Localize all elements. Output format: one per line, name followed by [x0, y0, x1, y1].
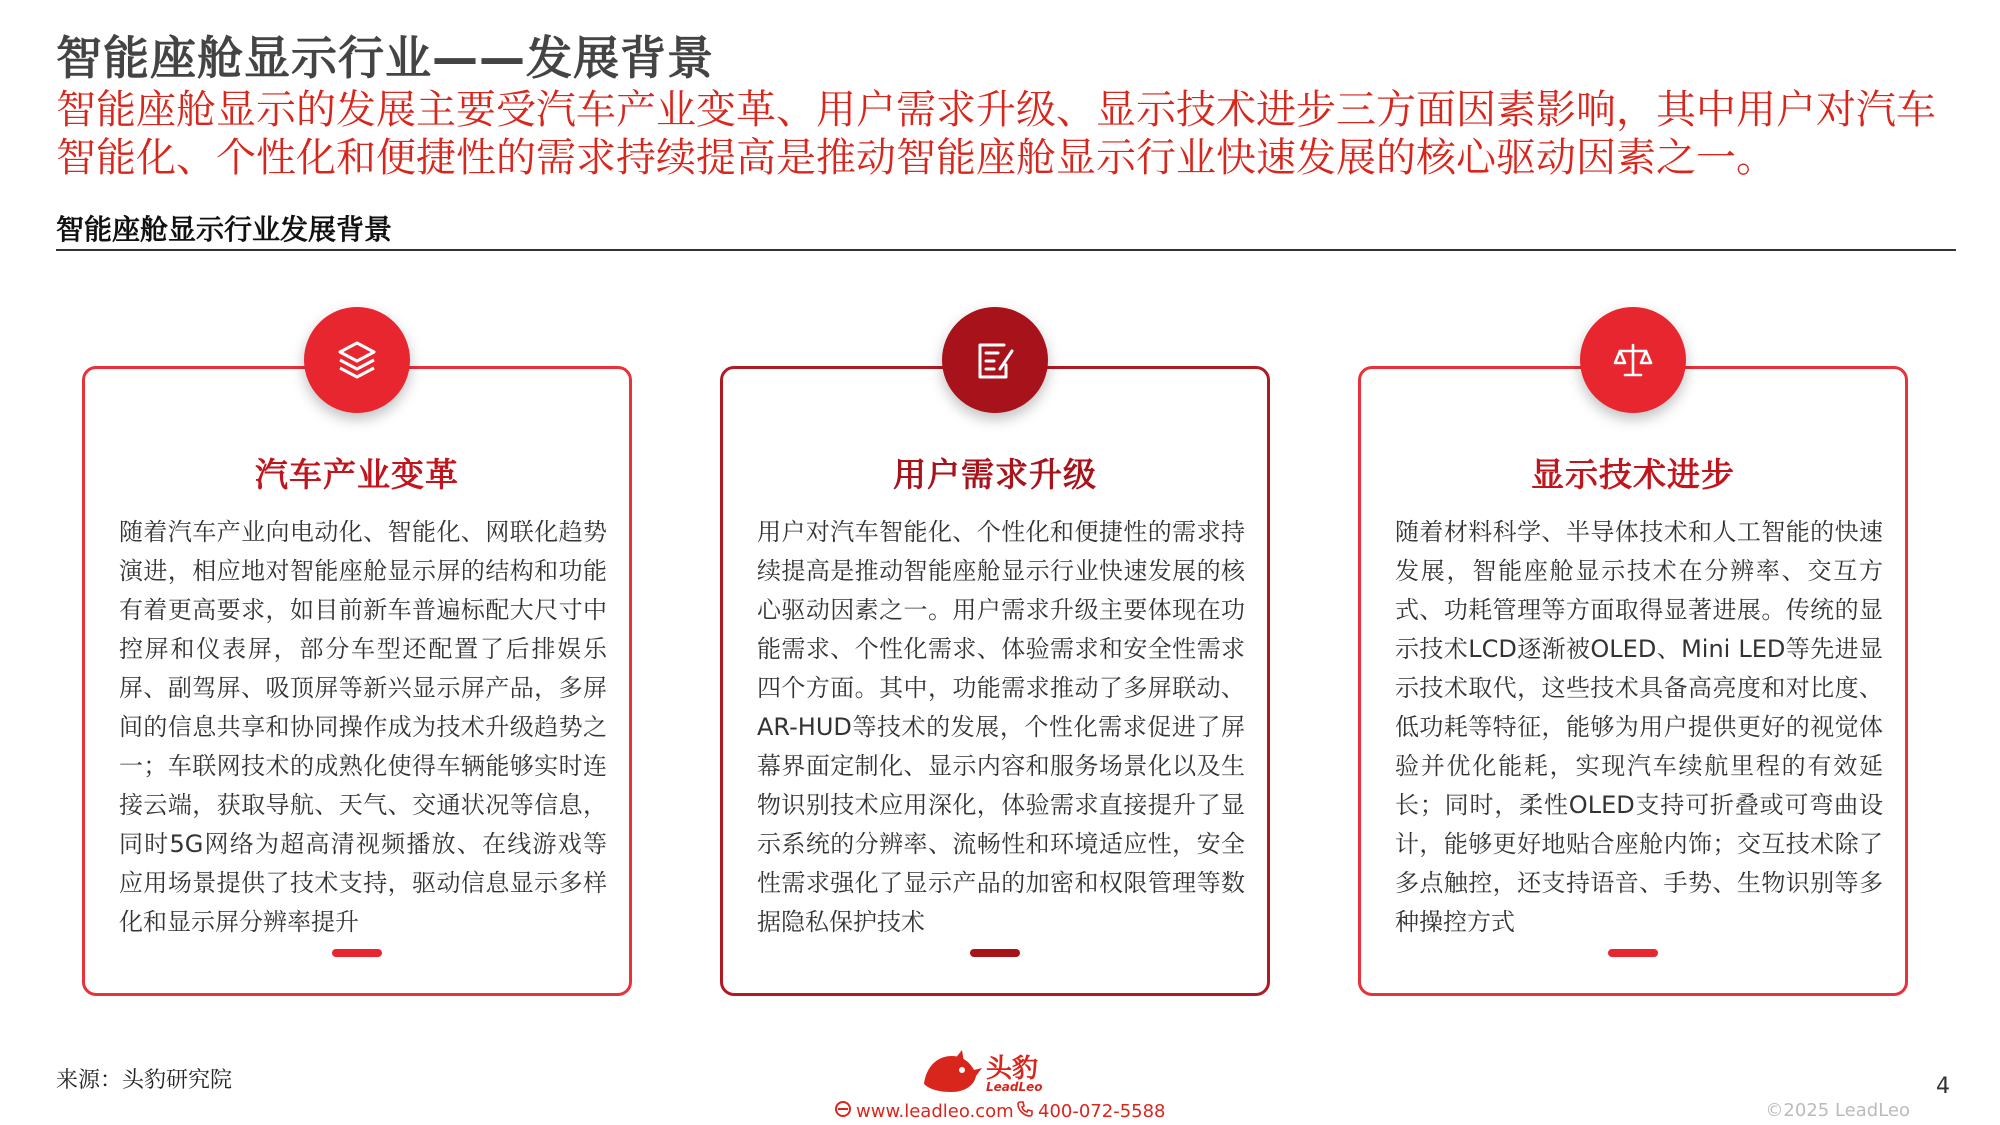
card-accent-bar	[1608, 949, 1658, 957]
phone-icon	[1016, 1100, 1034, 1123]
section-heading: 智能座舱显示行业发展背景	[56, 213, 393, 246]
card-title: 汽车产业变革	[255, 455, 459, 494]
website-text: www.leadleo.com	[856, 1101, 1014, 1122]
card-title: 用户需求升级	[893, 455, 1097, 494]
page-subtitle: 智能座舱显示的发展主要受汽车产业变革、用户需求升级、显示技术进步三方面因素影响，其中用户对汽车智能化、个性化和便捷性的需求持续提高是推动智能座舱显示行业快速发展的核心驱动因素之一。	[56, 87, 1936, 181]
phone-text: 400-072-5588	[1038, 1101, 1166, 1122]
card-body: 随着汽车产业向电动化、智能化、网联化趋势演进，相应地对智能座舱显示屏的结构和功能有着更高要求，如目前新车普遍标配大尺寸中控屏和仪表屏，部分车型还配置了后排娱乐屏、副驾屏、吸顶屏等新兴显示屏产品，多屏间的信息共享和协同操作成为技术升级趋势之一；车联网技术的成熟化使得车辆能够实时连接云端，获取导航、天气、交通状况等信息，同时5G网络为超高清视频播放、在线游戏等应用场景提供了技术支持，驱动信息显示多样化和显示屏分辨率提升	[119, 518, 607, 936]
card-accent-bar	[970, 949, 1020, 957]
page-title: 智能座舱显示行业——发展背景	[56, 31, 714, 85]
card-auto-industry	[82, 366, 632, 996]
copyright: ©2025 LeadLeo	[1765, 1100, 1910, 1121]
layers-icon	[304, 307, 410, 413]
globe-icon	[834, 1100, 852, 1123]
card-display-tech	[1358, 366, 1908, 996]
document-edit-icon	[942, 307, 1048, 413]
card-body: 随着材料科学、半导体技术和人工智能的快速发展，智能座舱显示技术在分辨率、交互方式、功耗管理等方面取得显著进展。传统的显示技术LCD逐渐被OLED、Mini LED等先进显示技术取代，这些技术具备高亮度和对比度、低功耗等特征，能够为用户提供更好的视觉体验并优化能耗，实现汽车续航里程的有效延长；同时，柔性OLED支持可折叠或可弯曲设计，能够更好地贴合座舱内饰；交互技术除了多点触控，还支持语音、手势、生物识别等多种操控方式	[1395, 518, 1883, 936]
source-note: 来源：头豹研究院	[56, 1068, 233, 1093]
card-user-demand	[720, 366, 1270, 996]
page-number: 4	[1936, 1074, 1950, 1099]
section-divider	[56, 249, 1956, 251]
card-accent-bar	[332, 949, 382, 957]
logo-text: 头豹	[986, 1054, 1039, 1084]
card-body: 用户对汽车智能化、个性化和便捷性的需求持续提高是推动智能座舱显示行业快速发展的核心驱动因素之一。用户需求升级主要体现在功能需求、个性化需求、体验需求和安全性需求四个方面。其中，功能需求推动了多屏联动、AR-HUD等技术的发展，个性化需求促进了屏幕界面定制化、显示内容和服务场景化以及生物识别技术应用深化，体验需求直接提升了显示系统的分辨率、流畅性和环境适应性，安全性需求强化了显示产品的加密和权限管理等数据隐私保护技术	[757, 518, 1245, 936]
website-link[interactable]	[834, 1100, 1014, 1123]
balance-scale-icon	[1580, 307, 1686, 413]
logo-subtext: LeadLeo	[986, 1080, 1043, 1094]
phone-link[interactable]	[1016, 1100, 1166, 1123]
card-title: 显示技术进步	[1531, 455, 1735, 494]
